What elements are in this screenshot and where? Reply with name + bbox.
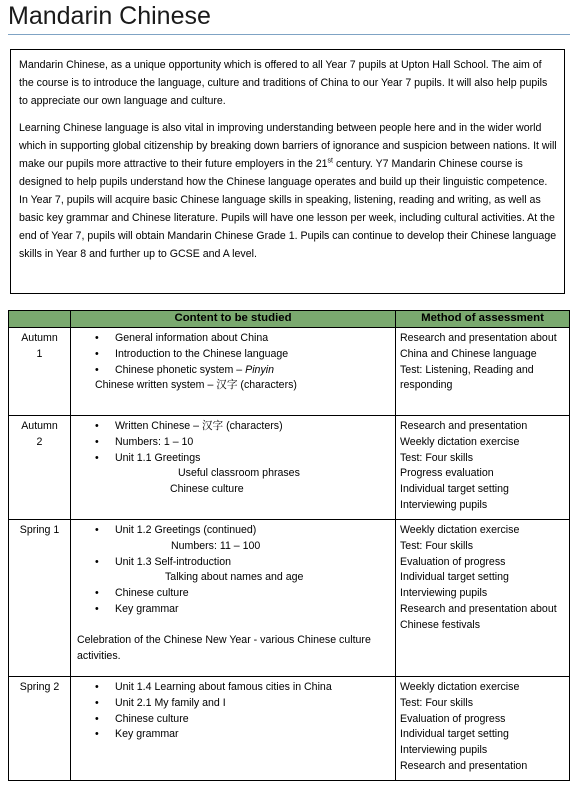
method-line: Evaluation of progress bbox=[400, 555, 506, 568]
intro-paragraph-2 bbox=[19, 119, 557, 263]
content-bullet: • General information about China bbox=[77, 331, 391, 347]
method-line: Weekly dictation exercise bbox=[400, 435, 520, 448]
method-line: Research and presentation about Chinese festivals bbox=[400, 602, 557, 631]
content-bullet: • Unit 1.4 Learning about famous cities in China bbox=[77, 680, 391, 696]
term-label: 1 bbox=[36, 347, 43, 360]
method-line: Research and presentation bbox=[400, 420, 528, 432]
page-title: Mandarin Chinese bbox=[8, 2, 211, 30]
content-bullet: • Key grammar bbox=[77, 602, 391, 618]
method-cell bbox=[396, 416, 570, 520]
pinyin-italic: Pinyin bbox=[245, 363, 274, 376]
method-line: Individual target setting bbox=[400, 571, 509, 584]
method-line: Evaluation of progress bbox=[400, 712, 506, 725]
method-line: Individual target setting bbox=[400, 728, 509, 741]
table-row bbox=[9, 416, 570, 520]
term-label: Spring 2 bbox=[19, 681, 60, 693]
content-bullet: • Introduction to the Chinese language bbox=[77, 347, 391, 363]
method-line: Test: Four skills bbox=[400, 451, 473, 464]
header-term bbox=[9, 311, 71, 328]
content-cell bbox=[71, 416, 396, 520]
method-line: Individual target setting bbox=[400, 483, 509, 496]
bullet-text: Unit 1.2 Greetings (continued) bbox=[115, 524, 257, 536]
intro-superscript: st bbox=[327, 157, 333, 165]
content-cell bbox=[71, 677, 396, 781]
method-line: Interviewing pupils bbox=[400, 498, 488, 511]
term-label: Spring 1 bbox=[19, 524, 60, 536]
intro-p2-part-a: Learning Chinese language is also vital in improving understanding between people here and in the wider world which in supporting global citizenship by breaking down barriers of ignorance and suspicion between nations. It will make our pupils more attractive to their future employers in the 21 bbox=[19, 122, 557, 170]
content-cell bbox=[71, 328, 396, 416]
intro-paragraph-1: Mandarin Chinese, as a unique opportunity which is offered to all Year 7 pupils at Upton Hall School. The aim of the course is to introduce the language, culture and traditions of China to our Year 7 pupils. It will also help pupils to appreciate our own language and culture. bbox=[19, 59, 548, 107]
curriculum-table bbox=[8, 310, 570, 781]
term-label: Autumn bbox=[21, 420, 58, 432]
bullet-text: Chinese phonetic system – bbox=[115, 363, 246, 376]
method-line: Progress evaluation bbox=[400, 467, 494, 480]
term-cell bbox=[9, 416, 71, 520]
content-bullet: • Key grammar bbox=[77, 727, 391, 743]
content-list bbox=[77, 419, 391, 498]
content-subline: Talking about names and age bbox=[165, 571, 304, 584]
term-cell bbox=[9, 677, 71, 781]
method-line: Test: Four skills bbox=[400, 539, 473, 552]
header-method: Method of assessment bbox=[396, 311, 570, 328]
content-bullet bbox=[77, 451, 391, 498]
content-list bbox=[77, 523, 391, 618]
content-bullet bbox=[77, 363, 391, 379]
term-cell bbox=[9, 328, 71, 416]
method-cell bbox=[396, 520, 570, 677]
table-row bbox=[9, 677, 570, 781]
intro-box bbox=[10, 49, 565, 294]
method-line: Research and presentation about China and Chinese language bbox=[400, 332, 557, 360]
title-underline bbox=[8, 34, 570, 35]
content-line: Chinese written system – 汉字 (characters) bbox=[95, 379, 297, 392]
method-line: Weekly dictation exercise bbox=[400, 524, 520, 536]
method-line: Test: Four skills bbox=[400, 696, 473, 709]
content-cell bbox=[71, 520, 396, 677]
method-line: Research and presentation bbox=[400, 759, 528, 772]
intro-p2-part-b: century. Y7 Mandarin Chinese course is designed to help pupils understand how the Chinese language operates and build up their linguistic competence. In Year 7, pupils will acquire basic Chinese language skills in speaking, listening, reading and writing, as well as basic key grammar and Chinese literature. Pupils will have one lesson per week, including cultural activities. At the end of Year 7, pupils will obtain Mandarin Chinese Grade 1. Pupils can continue to develop their Chinese language skills in Year 8 and further up to GCSE and A level. bbox=[19, 158, 557, 260]
table-row bbox=[9, 328, 570, 416]
content-bullet: • Numbers: 1 – 10 bbox=[77, 435, 391, 451]
header-content: Content to be studied bbox=[71, 311, 396, 328]
method-line: Interviewing pupils bbox=[400, 744, 488, 757]
content-bullet bbox=[77, 523, 391, 555]
content-bullet: • Unit 2.1 My family and I bbox=[77, 696, 391, 712]
content-bullet bbox=[77, 555, 391, 587]
bullet-text: Unit 1.3 Self-introduction bbox=[115, 555, 232, 568]
method-cell bbox=[396, 328, 570, 416]
method-cell bbox=[396, 677, 570, 781]
content-bullet: • Chinese culture bbox=[77, 712, 391, 728]
method-line: Interviewing pupils bbox=[400, 587, 488, 600]
method-line: Weekly dictation exercise bbox=[400, 681, 520, 693]
content-subline: Numbers: 11 – 100 bbox=[171, 539, 261, 552]
table-row bbox=[9, 520, 570, 677]
content-subline: Useful classroom phrases bbox=[178, 467, 300, 480]
content-list bbox=[77, 680, 391, 743]
term-label: 2 bbox=[36, 435, 43, 448]
term-cell bbox=[9, 520, 71, 677]
method-line: Test: Listening, Reading and responding bbox=[400, 363, 534, 392]
term-label: Autumn bbox=[21, 332, 58, 344]
content-bullet: • Written Chinese – 汉字 (characters) bbox=[77, 419, 391, 435]
bullet-text: Unit 1.1 Greetings bbox=[115, 451, 201, 464]
celebration-note: Celebration of the Chinese New Year - various Chinese culture activities. bbox=[77, 633, 371, 662]
table-header-row bbox=[9, 311, 570, 328]
content-list bbox=[77, 331, 391, 378]
content-subline: Chinese culture bbox=[170, 483, 244, 496]
content-bullet: • Chinese culture bbox=[77, 586, 391, 602]
